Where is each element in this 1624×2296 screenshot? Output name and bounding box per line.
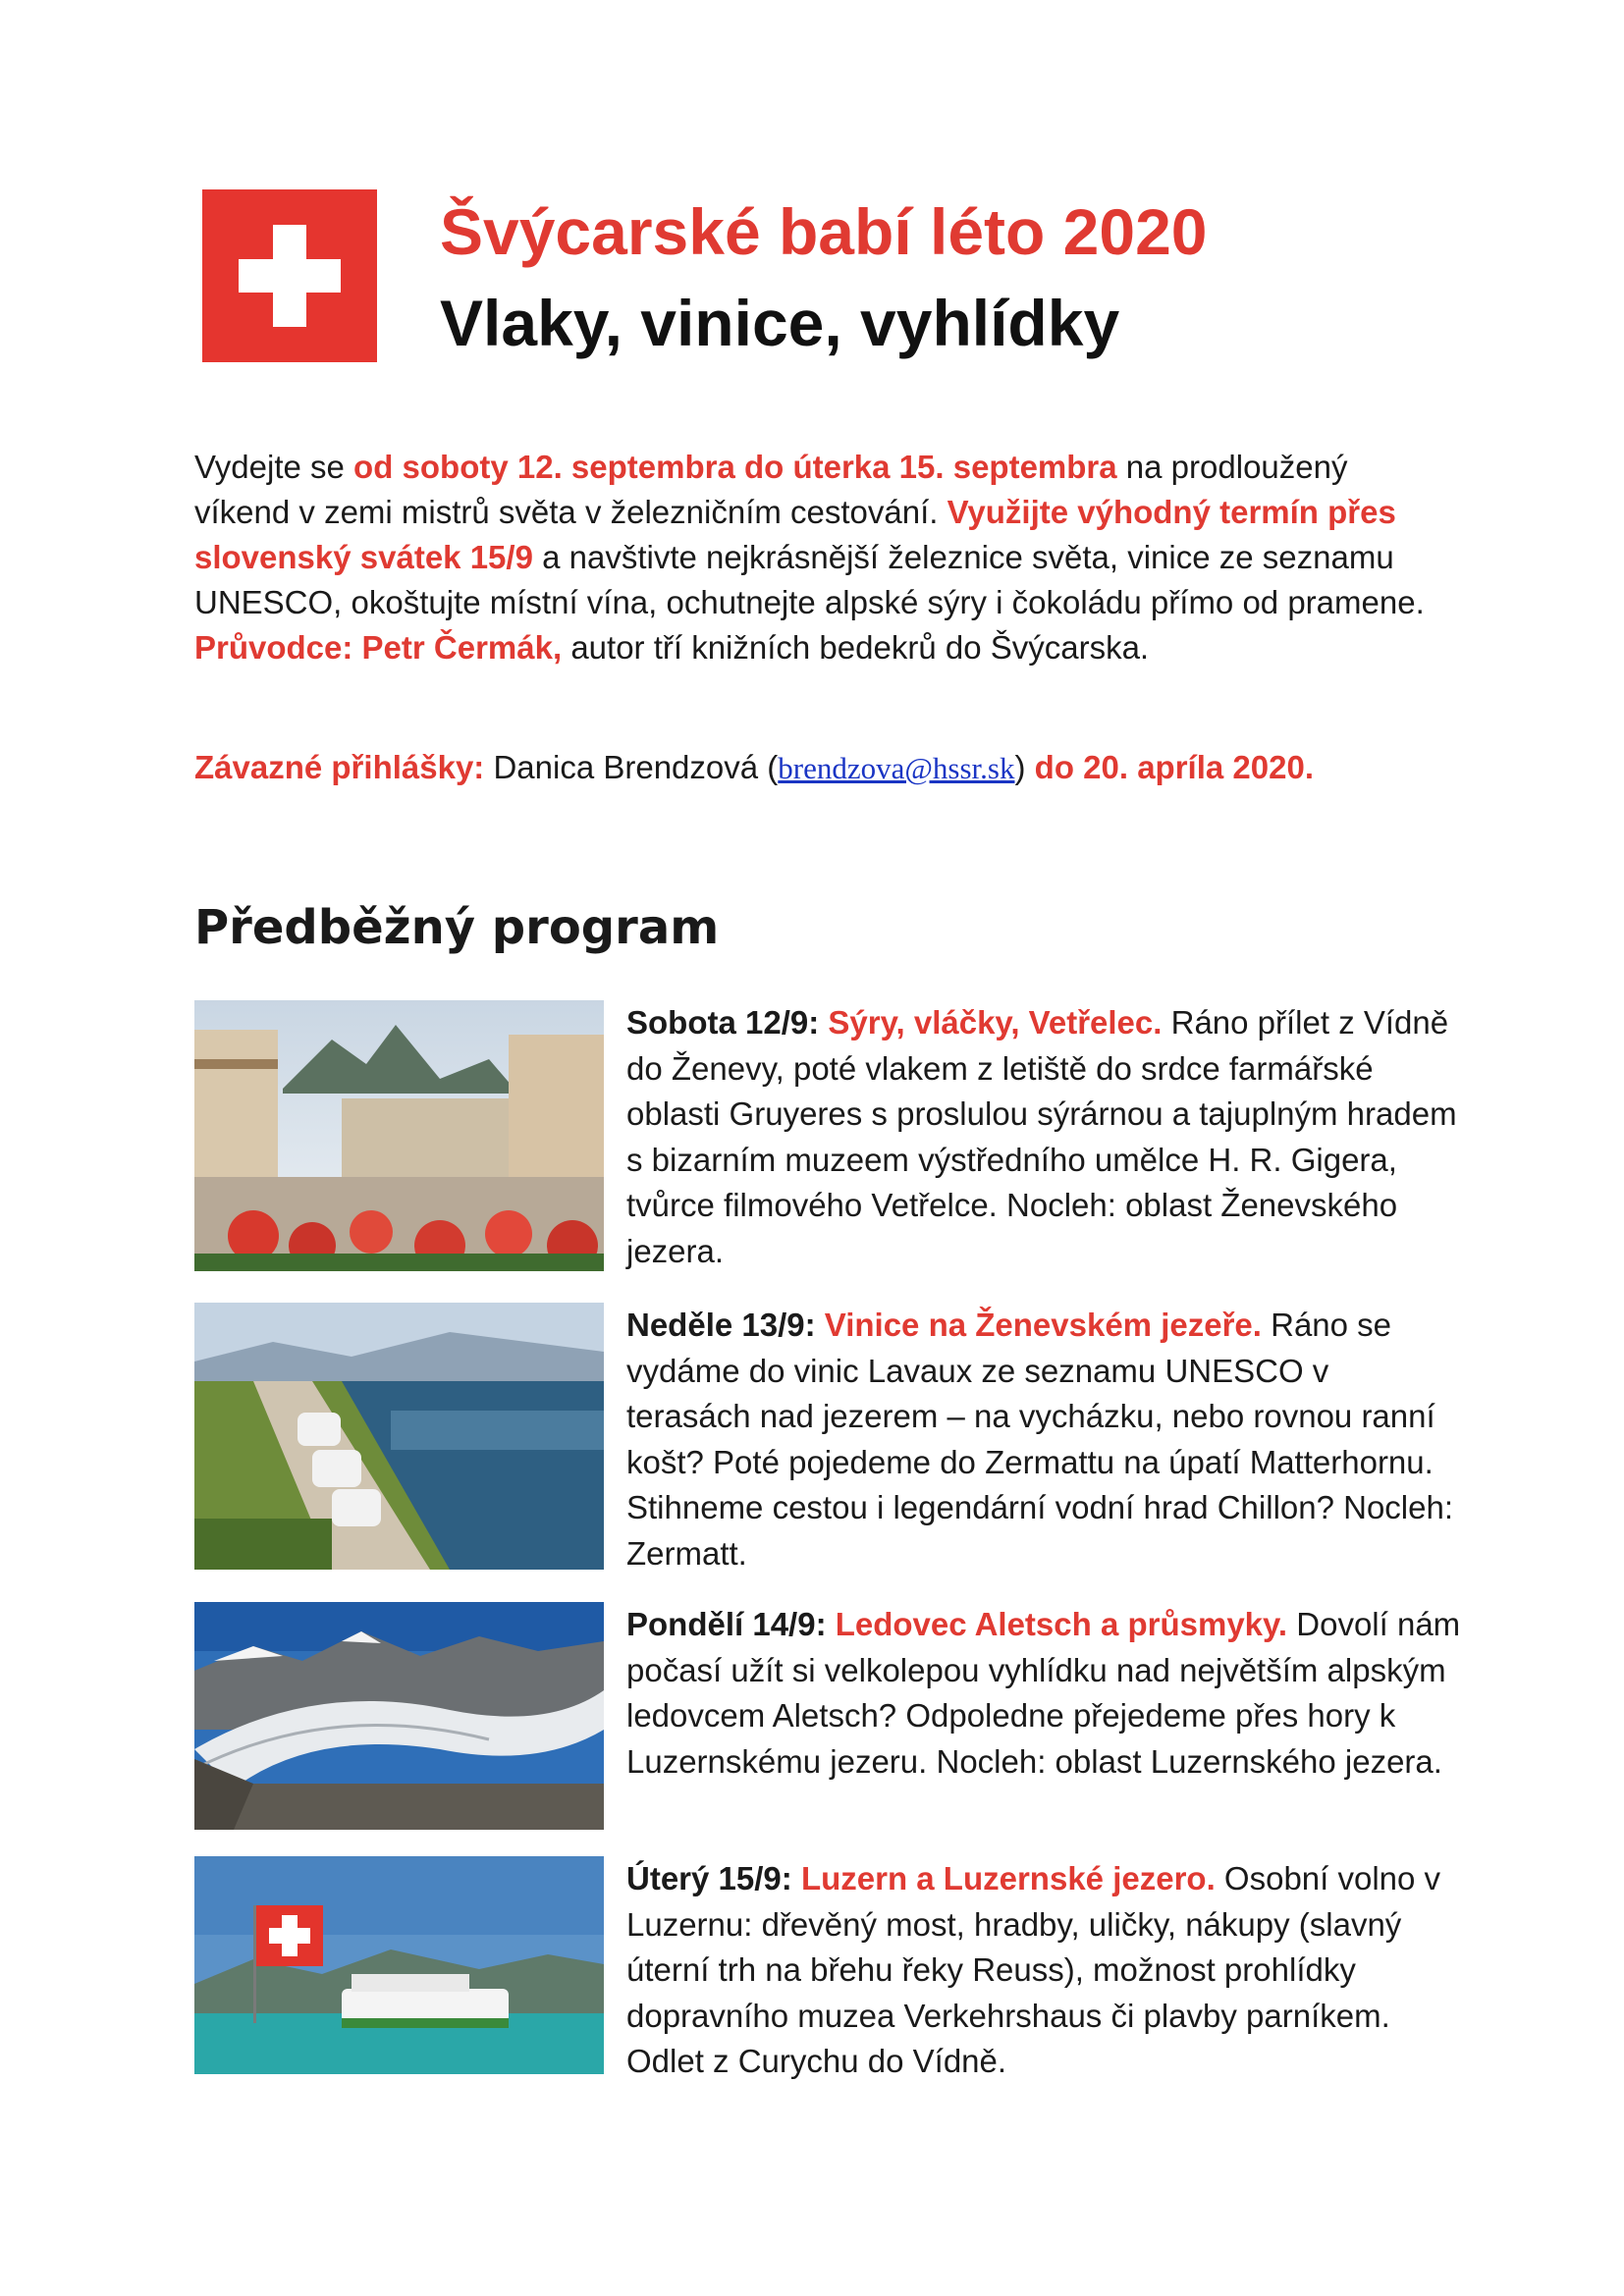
day-label: Neděle 13/9: <box>626 1307 816 1343</box>
registration-label: Závazné přihlášky: <box>194 749 485 785</box>
intro-text: Vydejte se <box>194 449 354 485</box>
day-text: Dovolí nám počasí užít si velkolepou vyhlídku nad největším alpským ledovcem Aletsch? Odpoledne přejedeme přes hory k Luzernskému jezeru. Nocleh: oblast Luzernského jezera. <box>626 1606 1461 1780</box>
page-subtitle: Vlaky, vinice, vyhlídky <box>440 287 1120 359</box>
day-theme: Ledovec Aletsch a průsmyky. <box>835 1606 1288 1642</box>
registration-deadline: do 20. apríla 2020. <box>1025 749 1314 785</box>
day-text: Osobní volno v Luzernu: dřevěný most, hradby, uličky, nákupy (slavný úterní trh na břehu řeky Reuss), možnost prohlídky dopravního muzea Verkehrshaus či plavby parníkem. Odlet z Curychu do Vídně. <box>626 1860 1441 2079</box>
intro-dates: od soboty 12. septembra do úterka 15. septembra <box>353 449 1117 485</box>
intro-text: na prodloužený víkend v zemi mistrů světa v železničním cestování. <box>194 449 1348 530</box>
day-theme: Sýry, vláčky, Vetřelec. <box>828 1004 1163 1041</box>
intro-text: a navštivte nejkrásnější železnice světa, vinice ze seznamu UNESCO, okoštujte místní vína, ochutnejte alpské sýry i čokoládu přímo od pramene. <box>194 539 1425 620</box>
lucerne-lake-steamer-photo <box>194 1856 604 2074</box>
registration-paren: ) <box>1014 749 1026 785</box>
day-theme: Vinice na Ženevském jezeře. <box>824 1307 1262 1343</box>
lavaux-vineyard-photo <box>194 1303 604 1570</box>
day-theme: Luzern a Luzernské jezero. <box>800 1860 1216 1896</box>
day-description <box>626 1000 1461 1274</box>
intro-holiday: Využijte výhodný termín přes slovenský svátek 15/9 <box>194 494 1396 575</box>
registration-contact: Danica Brendzová ( <box>484 749 779 785</box>
intro-guide: Průvodce: Petr Čermák, <box>194 629 563 666</box>
registration-line <box>194 745 1471 791</box>
aletsch-glacier-photo <box>194 1602 604 1830</box>
swiss-flag-logo <box>202 189 377 362</box>
page-title: Švýcarské babí léto 2020 <box>440 195 1208 268</box>
day-text: Ráno přílet z Vídně do Ženevy, poté vlakem z letiště do srdce farmářské oblasti Gruyeres s proslulou sýrárnou a tajuplným hradem s bizarním muzeem výstředního umělce H. R. Gigera, tvůrce filmového Vetřelce. Nocleh: oblast Ženevského jezera. <box>626 1004 1457 1269</box>
email-link[interactable]: brendzova@hssr.sk <box>778 751 1015 785</box>
day-label: Sobota 12/9: <box>626 1004 820 1041</box>
day-description <box>626 1856 1461 2085</box>
program-heading: Předběžný program <box>194 900 720 955</box>
day-description <box>626 1303 1461 1576</box>
day-text: Ráno se vydáme do vinic Lavaux ze seznamu UNESCO v terasách nad jezerem – na vycházku, nebo rovnou ranní košt? Poté pojedeme do Zermattu na úpatí Matterhornu. Stihneme cestou i legendární vodní hrad Chillon? Nocleh: Zermatt. <box>626 1307 1454 1572</box>
day-label: Úterý 15/9: <box>626 1860 792 1896</box>
day-description <box>626 1602 1461 1785</box>
gruyeres-village-photo <box>194 1000 604 1271</box>
day-label: Pondělí 14/9: <box>626 1606 827 1642</box>
intro-paragraph <box>194 445 1451 670</box>
intro-text: autor tří knižních bedekrů do Švýcarska. <box>562 629 1150 666</box>
